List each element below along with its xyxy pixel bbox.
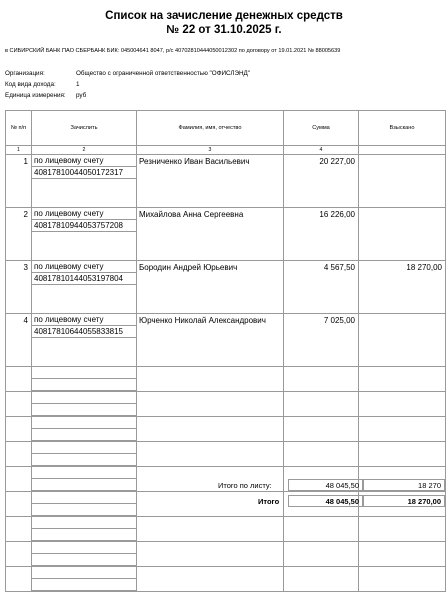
sheet-total-sum: 48 045,50 <box>288 479 363 491</box>
table-row <box>6 314 446 367</box>
account-number: 40817810044050172317 <box>32 167 136 179</box>
column-header: Взыскано <box>359 111 446 146</box>
income-code-value: 1 <box>76 81 80 88</box>
full-name: Михайлова Анна Сергеевна <box>137 208 284 261</box>
account-number: 40817810144053197804 <box>32 273 136 285</box>
credit-cell <box>32 261 137 314</box>
table-row <box>6 208 446 261</box>
full-name: Бородин Андрей Юрьевич <box>137 261 284 314</box>
column-header: Фамилия, имя, отчество <box>137 111 284 146</box>
income-code-label: Код вида дохода: <box>5 81 56 88</box>
column-header: № п/п <box>6 111 32 146</box>
grand-total-sum: 48 045,50 <box>288 495 363 507</box>
amount: 16 226,00 <box>284 208 359 261</box>
grand-total-withheld: 18 270,00 <box>363 495 445 507</box>
bank-details: в СИБИРСКИЙ БАНК ПАО СБЕРБАНК БИК: 045004641 8047, р/с 40702810444050012302 по договору от 19.01.2021 № 88005639 <box>5 48 341 54</box>
column-number: 3 <box>137 146 284 155</box>
document-number-date: № 22 от 31.10.2025 г. <box>166 24 282 36</box>
withheld <box>359 314 446 367</box>
empty-row <box>6 542 446 567</box>
withheld <box>359 155 446 208</box>
table-row <box>6 155 446 208</box>
sheet-total-withheld: 18 270 <box>363 479 445 491</box>
row-number: 4 <box>6 314 32 367</box>
column-header: Зачислить <box>32 111 137 146</box>
unit-row <box>5 92 86 99</box>
credit-cell <box>32 314 137 367</box>
amount: 7 025,00 <box>284 314 359 367</box>
income-code-row <box>5 81 80 88</box>
organization-label: Организация: <box>5 70 45 77</box>
column-numbers-row <box>6 146 446 155</box>
empty-row <box>6 567 446 592</box>
empty-row <box>6 392 446 417</box>
column-header: Сумма <box>284 111 359 146</box>
organization-row <box>5 70 250 77</box>
unit-value: руб <box>76 92 87 99</box>
row-number: 3 <box>6 261 32 314</box>
column-number: 2 <box>32 146 137 155</box>
full-name: Резниченко Иван Васильевич <box>137 155 284 208</box>
empty-row <box>6 367 446 392</box>
column-number <box>359 146 446 155</box>
row-number: 2 <box>6 208 32 261</box>
organization-value: Общество с ограниченной ответственностью "ОФИСЛЭНД" <box>76 70 251 77</box>
amount: 4 567,50 <box>284 261 359 314</box>
credit-method: по лицевому счету <box>32 208 136 220</box>
row-number: 1 <box>6 155 32 208</box>
account-number: 40817810944053757208 <box>32 220 136 232</box>
withheld <box>359 208 446 261</box>
column-number: 1 <box>6 146 32 155</box>
account-number: 40817810644055833815 <box>32 326 136 338</box>
payments-table <box>5 110 446 592</box>
credit-cell <box>32 208 137 261</box>
grand-total-label: Итого <box>258 497 280 506</box>
empty-row <box>6 517 446 542</box>
credit-method: по лицевому счету <box>32 314 136 326</box>
credit-cell <box>32 155 137 208</box>
sheet-total-label: Итого по листу: <box>218 481 272 490</box>
table-row <box>6 261 446 314</box>
full-name: Юрченко Николай Александрович <box>137 314 284 367</box>
document-title: Список на зачисление денежных средств <box>105 10 343 22</box>
credit-method: по лицевому счету <box>32 261 136 273</box>
amount: 20 227,00 <box>284 155 359 208</box>
withheld: 18 270,00 <box>359 261 446 314</box>
unit-label: Единица измерения: <box>5 92 66 99</box>
empty-row <box>6 442 446 467</box>
table-header <box>6 111 446 146</box>
credit-method: по лицевому счету <box>32 155 136 167</box>
empty-row <box>6 417 446 442</box>
column-number: 4 <box>284 146 359 155</box>
